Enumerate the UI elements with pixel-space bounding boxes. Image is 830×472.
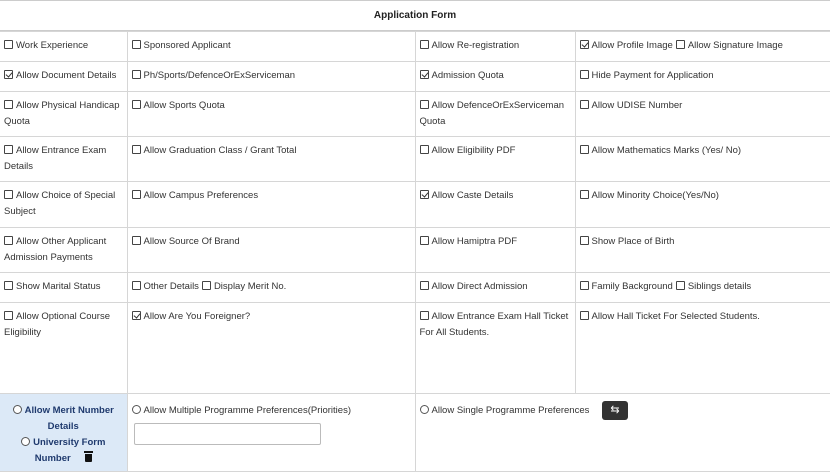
options-row — [0, 273, 830, 303]
checkbox[interactable] — [4, 236, 13, 245]
options-row — [0, 182, 830, 228]
option-item[interactable] — [580, 236, 675, 247]
option-label: Allow Entrance Exam Hall Ticket For All Students. — [419, 311, 569, 338]
option-label: Allow Eligibility PDF — [431, 145, 516, 156]
option-label: Allow Choice of Special Subject — [4, 190, 116, 217]
multiple-prefs-radio[interactable] — [132, 405, 141, 414]
option-item[interactable] — [676, 281, 751, 292]
single-prefs-option[interactable] — [420, 405, 593, 416]
option-label: Allow DefenceOrExServiceman Quota — [419, 100, 565, 127]
option-item[interactable] — [420, 281, 528, 292]
option-item[interactable] — [676, 40, 783, 51]
option-item[interactable] — [420, 311, 569, 338]
options-cell — [575, 137, 830, 182]
option-label: Allow Source Of Brand — [143, 236, 240, 247]
options-cell — [415, 92, 575, 137]
option-label: Allow Sports Quota — [143, 100, 225, 111]
options-cell — [0, 137, 127, 182]
university-form-radio[interactable] — [21, 437, 30, 446]
option-label: Show Place of Birth — [591, 236, 675, 247]
option-label: Show Marital Status — [16, 281, 101, 292]
options-row — [0, 62, 830, 92]
checkbox[interactable] — [580, 311, 589, 320]
form-title: Application Form — [0, 0, 830, 31]
options-cell — [415, 32, 575, 62]
option-item[interactable] — [420, 40, 520, 51]
option-label: Allow Graduation Class / Grant Total — [143, 145, 297, 156]
checkbox[interactable] — [4, 311, 13, 320]
option-item[interactable] — [132, 145, 297, 156]
option-item[interactable] — [420, 145, 516, 156]
options-cell — [575, 303, 830, 394]
options-cell — [0, 62, 127, 92]
options-cell — [415, 137, 575, 182]
checkbox[interactable] — [420, 190, 429, 199]
checkbox[interactable] — [676, 40, 685, 49]
options-cell — [0, 32, 127, 62]
checkbox[interactable] — [420, 145, 429, 154]
options-cell — [575, 62, 830, 92]
options-cell — [0, 182, 127, 228]
checkbox[interactable] — [580, 190, 589, 199]
merit-number-radio[interactable] — [13, 405, 22, 414]
option-label: Allow Signature Image — [687, 40, 783, 51]
university-form-label: University Form Number — [33, 437, 106, 464]
option-label: Allow Optional Course Eligibility — [4, 311, 110, 338]
single-prefs-label: Allow Single Programme Preferences — [431, 405, 590, 417]
option-label: Display Merit No. — [213, 281, 287, 292]
options-cell — [0, 273, 127, 303]
option-label: Allow Direct Admission — [431, 281, 528, 292]
option-label: Siblings details — [687, 281, 752, 292]
option-label: Allow Profile Image — [591, 40, 673, 51]
checkbox[interactable] — [580, 145, 589, 154]
checkbox[interactable] — [132, 40, 141, 49]
checkbox[interactable] — [132, 311, 141, 320]
option-label: Allow Hamiptra PDF — [431, 236, 518, 247]
option-label: Work Experience — [16, 40, 89, 51]
option-label: Allow Mathematics Marks (Yes/ No) — [591, 145, 742, 156]
checkbox[interactable] — [132, 145, 141, 154]
option-item[interactable] — [132, 70, 296, 81]
options-cell — [127, 303, 415, 394]
checkbox[interactable] — [4, 190, 13, 199]
options-cell — [127, 92, 415, 137]
checkbox[interactable] — [4, 281, 13, 290]
option-item[interactable] — [132, 190, 259, 201]
options-row — [0, 228, 830, 273]
checkbox[interactable] — [580, 70, 589, 79]
swap-icon[interactable]: ⇆ — [602, 401, 628, 420]
merit-number-label: Allow Merit Number Details — [24, 405, 114, 432]
option-item[interactable] — [420, 100, 565, 127]
option-item[interactable] — [202, 281, 286, 292]
option-item[interactable] — [132, 311, 251, 322]
checkbox[interactable] — [420, 100, 429, 109]
option-label: Family Background — [591, 281, 673, 292]
checkbox[interactable] — [4, 100, 13, 109]
option-label: Allow Are You Foreigner? — [143, 311, 251, 322]
option-item[interactable] — [580, 145, 742, 156]
option-label: Sponsored Applicant — [143, 40, 231, 51]
options-cell — [127, 228, 415, 273]
merit-number-cell — [0, 394, 127, 472]
trash-icon[interactable] — [85, 454, 92, 462]
option-item[interactable] — [132, 281, 199, 292]
option-label: Allow Other Applicant Admission Payments — [4, 236, 107, 263]
option-item[interactable] — [580, 281, 673, 292]
multiple-prefs-cell — [127, 394, 415, 472]
option-item[interactable] — [132, 236, 240, 247]
option-label: Allow UDISE Number — [591, 100, 683, 111]
options-cell — [415, 228, 575, 273]
checkbox[interactable] — [132, 190, 141, 199]
option-label: Allow Entrance Exam Details — [4, 145, 107, 172]
checkbox[interactable] — [580, 100, 589, 109]
checkbox[interactable] — [132, 281, 141, 290]
options-cell — [0, 303, 127, 394]
multiple-prefs-label: Allow Multiple Programme Preferences(Priorities) — [143, 405, 351, 416]
option-item[interactable] — [580, 311, 760, 322]
options-cell — [0, 228, 127, 273]
option-item[interactable] — [4, 70, 116, 81]
option-item[interactable] — [580, 190, 719, 201]
option-label: Ph/Sports/DefenceOrExServiceman — [143, 70, 296, 81]
option-item[interactable] — [4, 236, 106, 263]
merit-number-option[interactable] — [4, 403, 123, 435]
options-table — [0, 31, 830, 472]
options-cell — [575, 273, 830, 303]
checkbox[interactable] — [4, 145, 13, 154]
checkbox[interactable] — [4, 40, 13, 49]
option-item[interactable] — [4, 100, 120, 127]
checkbox[interactable] — [420, 70, 429, 79]
checkbox[interactable] — [580, 40, 589, 49]
checkbox[interactable] — [132, 100, 141, 109]
options-cell — [415, 182, 575, 228]
option-label: Other Details — [143, 281, 199, 292]
option-label: Hide Payment for Application — [591, 70, 714, 81]
multiple-prefs-option[interactable] — [132, 403, 411, 419]
options-cell — [575, 92, 830, 137]
option-item[interactable] — [4, 145, 106, 172]
options-row — [0, 32, 830, 62]
option-item[interactable] — [4, 311, 110, 338]
option-item[interactable] — [420, 236, 518, 247]
option-item[interactable] — [580, 70, 714, 81]
options-row — [0, 92, 830, 137]
option-item[interactable] — [4, 281, 100, 292]
options-cell — [0, 92, 127, 137]
multiple-prefs-input[interactable] — [134, 423, 321, 445]
options-row — [0, 303, 830, 394]
checkbox[interactable] — [580, 281, 589, 290]
options-cell — [127, 137, 415, 182]
option-item[interactable] — [580, 100, 683, 111]
checkbox[interactable] — [420, 281, 429, 290]
option-label: Allow Hall Ticket For Selected Students. — [591, 311, 760, 322]
option-item[interactable] — [4, 190, 115, 217]
options-cell — [127, 32, 415, 62]
option-label: Allow Caste Details — [431, 190, 514, 201]
single-prefs-cell — [415, 394, 830, 472]
option-label: Allow Campus Preferences — [143, 190, 259, 201]
option-label: Allow Document Details — [16, 70, 117, 81]
checkbox[interactable] — [420, 236, 429, 245]
single-prefs-radio[interactable] — [420, 405, 429, 414]
checkbox[interactable] — [4, 70, 13, 79]
checkbox[interactable] — [580, 236, 589, 245]
checkbox[interactable] — [132, 236, 141, 245]
options-cell — [575, 182, 830, 228]
option-item[interactable] — [420, 190, 514, 201]
checkbox[interactable] — [676, 281, 685, 290]
option-label: Allow Re-registration — [431, 40, 520, 51]
option-label: Allow Physical Handicap Quota — [4, 100, 120, 127]
options-cell — [575, 228, 830, 273]
option-item[interactable] — [420, 70, 504, 81]
option-item[interactable] — [4, 40, 88, 51]
options-cell — [127, 62, 415, 92]
options-cell — [415, 273, 575, 303]
option-label: Allow Minority Choice(Yes/No) — [591, 190, 719, 201]
option-item[interactable] — [580, 40, 673, 51]
university-form-option[interactable] — [4, 435, 123, 467]
options-cell — [127, 182, 415, 228]
option-label: Admission Quota — [431, 70, 504, 81]
options-row — [0, 137, 830, 182]
checkbox[interactable] — [202, 281, 211, 290]
checkbox[interactable] — [420, 40, 429, 49]
options-cell — [415, 62, 575, 92]
checkbox[interactable] — [420, 311, 429, 320]
options-cell — [127, 273, 415, 303]
options-cell — [575, 32, 830, 62]
option-item[interactable] — [132, 40, 231, 51]
option-item[interactable] — [132, 100, 225, 111]
checkbox[interactable] — [132, 70, 141, 79]
options-cell — [415, 303, 575, 394]
